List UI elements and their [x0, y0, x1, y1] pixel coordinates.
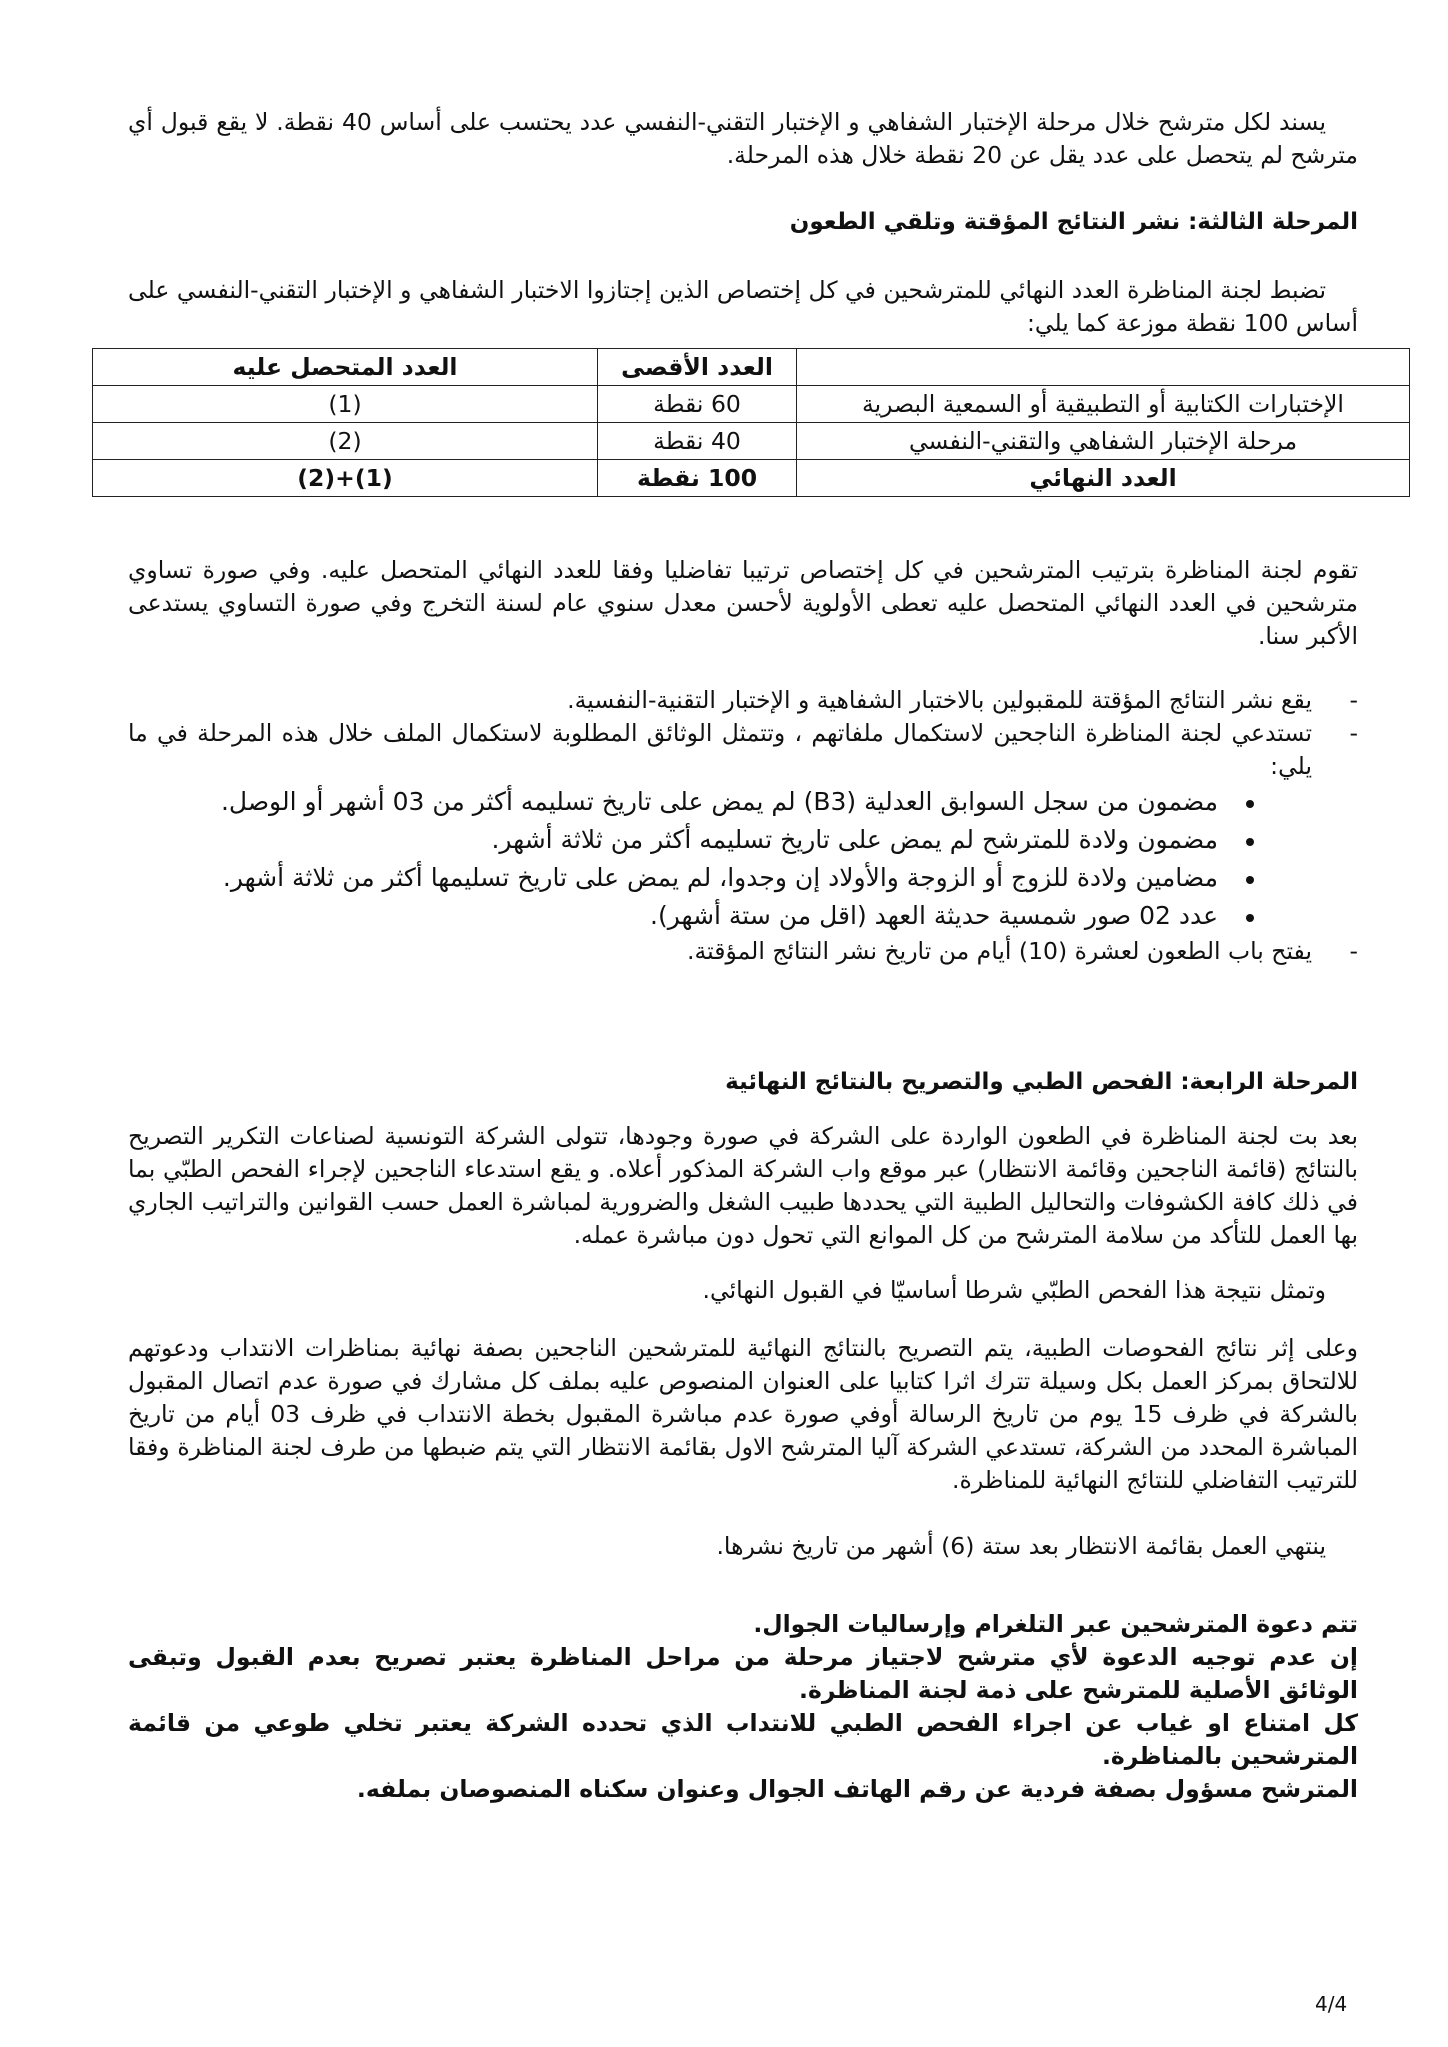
dash-marker: - [1349, 719, 1358, 747]
list-item-text: يقع نشر النتائج المؤقتة للمقبولين بالاختبار الشفاهية و الإختبار التقنية-النفسية. [567, 686, 1312, 714]
list-item [128, 859, 1358, 897]
stage4-p3-block [128, 1332, 1358, 1497]
bullet-icon [1246, 838, 1254, 846]
stage4-p4-block [128, 1530, 1358, 1563]
scores-table-block [38, 348, 1410, 497]
list-item [128, 935, 1358, 968]
stage4-paragraph-1: بعد بت لجنة المناظرة في الطعون الواردة على الشركة في صورة وجودها، تتولى الشركة التونسية لصناعات التكرير التصريح بالنتائج (قائمة الناجحين وقائمة الانتظار) عبر موقع واب الشركة المذكور أعلاه. و يقع استدعاء الناجحين لإجراء الفحص الطبّي بما في ذلك كافة الكشوفات والتحاليل الطبية التي يحددها طبيب الشغل والضرورية لمباشرة العمل حسب القوانين والتراتيب الجاري بها العمل للتأكد من سلامة المترشح من كل الموانع التي تحول دون مباشرة عمله. [128, 1122, 1358, 1249]
stage4-p2-block [128, 1274, 1358, 1307]
list-item-text: تستدعي لجنة المناظرة الناجحين لاستكمال ملفاتهم ، وتتمثل الوثائق المطلوبة لاستكمال الملف خلال هذه المرحلة في ما يلي: [128, 719, 1312, 780]
page-number: 4/4 [1315, 1992, 1348, 2016]
stage4-heading: المرحلة الرابعة: الفحص الطبي والتصريح بالنتائج النهائية [725, 1069, 1358, 1095]
table-total-label: العدد النهائي [797, 460, 1410, 497]
list-item [128, 783, 1358, 821]
stage3-dash-list-end [128, 935, 1358, 968]
table-header-cell: العدد المتحصل عليه [93, 349, 598, 386]
stage3-dash-list [128, 684, 1358, 783]
list-item-text: مضمون ولادة للمترشح لم يمض على تاريخ تسليمه أكثر من ثلاثة أشهر. [491, 825, 1218, 854]
table-row [93, 386, 1410, 423]
stage3-heading-block [128, 206, 1358, 239]
scores-table [92, 348, 1410, 497]
table-total-max: 100 نقطة [598, 460, 797, 497]
bullet-icon [1246, 800, 1254, 808]
bullet-icon [1246, 876, 1254, 884]
stage4-heading-block [128, 1066, 1358, 1099]
table-total-formula: (1)+(2) [93, 460, 598, 497]
list-item [128, 897, 1358, 935]
list-item-text: مضامين ولادة للزوج أو الزوجة والأولاد إن وجدوا، لم يمض على تاريخ تسليمها أكثر من ثلاثة أشهر. [222, 863, 1218, 892]
stage3-heading: المرحلة الثالثة: نشر النتائج المؤقتة وتلقي الطعون [789, 209, 1358, 235]
note-telegram: تتم دعوة المترشحين عبر التلغرام وإرساليات الجوال. [753, 1610, 1358, 1638]
bullet-icon [1246, 914, 1254, 922]
notes-block [128, 1608, 1358, 1806]
list-item [128, 684, 1358, 717]
list-item-text: عدد 02 صور شمسية حديثة العهد (اقل من ستة أشهر). [650, 901, 1218, 930]
note-responsibility: المترشح مسؤول بصفة فردية عن رقم الهاتف الجوال وعنوان سكناه المنصوصان بملفه. [356, 1775, 1358, 1803]
table-header-cell [797, 349, 1410, 386]
table-cell: مرحلة الإختبار الشفاهي والتقني-النفسي [797, 423, 1410, 460]
table-header-cell: العدد الأقصى [598, 349, 797, 386]
list-item-text: يفتح باب الطعون لعشرة (10) أيام من تاريخ نشر النتائج المؤقتة. [687, 937, 1312, 965]
intro-paragraph [128, 106, 1358, 172]
stage4-paragraph-2: وتمثل نتيجة هذا الفحص الطبّي شرطا أساسيّا في القبول النهائي. [702, 1276, 1326, 1304]
note-medical-absence: كل امتناع او غياب عن اجراء الفحص الطبي للانتداب الذي تحدده الشركة يعتبر تخلي طوعي من قائمة المترشحين بالمناظرة. [128, 1709, 1358, 1770]
table-cell: (1) [93, 386, 598, 423]
list-item [128, 717, 1358, 783]
table-cell: (2) [93, 423, 598, 460]
stage3-intro: تضبط لجنة المناظرة العدد النهائي للمترشحين في كل إختصاص الذين إجتازوا الاختبار الشفاهي و الإختبار التقني-النفسي على أساس 100 نقطة موزعة كما يلي: [128, 276, 1358, 337]
stage3-list-block [128, 684, 1358, 968]
note-invitation: إن عدم توجيه الدعوة لأي مترشح لاجتياز مرحلة من مراحل المناظرة يعتبر تصريح بعدم القبول وتبقى الوثائق الأصلية للمترشح على ذمة لجنة المناظرة. [128, 1643, 1358, 1704]
list-item-text: مضمون من سجل السوابق العدلية (B3) لم يمض على تاريخ تسليمه أكثر من 03 أشهر أو الوصل. [220, 787, 1218, 816]
table-cell: 40 نقطة [598, 423, 797, 460]
ranking-paragraph: تقوم لجنة المناظرة بترتيب المترشحين في كل إختصاص ترتيبا تفاضليا وفقا للعدد النهائي المتحصل عليه. وفي صورة تساوي مترشحين في العدد النهائي المتحصل عليه تعطى الأولوية لأحسن معدل سنوي عام لسنة التخرج وفي صورة التساوي يستدعى الأكبر سنا. [128, 556, 1358, 650]
stage4-paragraph-3: وعلى إثر نتائج الفحوصات الطبية، يتم التصريح بالنتائج النهائية للمترشحين الناجحين بصفة نهائية بمناظرات الانتداب ودعوتهم للالتحاق بمركز العمل بكل وسيلة تترك اثرا كتابيا على العنوان المنصوص عليه بملف كل مشارك في صورة عدم اتصال المقبول بالشركة في ظرف 15 يوم من تاريخ الرسالة أوفي صورة عدم مباشرة المقبول بخطة الانتداب في ظرف 03 أيام من تاريخ المباشرة المحدد من الشركة، تستدعي الشركة آليا المترشح الاول بقائمة الانتظار التي يتم ضبطها من طرف لجنة المناظرة وفقا للترتيب التفاضلي للنتائج النهائية للمناظرة. [128, 1334, 1359, 1494]
dash-marker: - [1349, 686, 1358, 714]
required-documents-list [128, 783, 1358, 935]
table-total-row [93, 460, 1410, 497]
table-row [93, 423, 1410, 460]
stage4-p1-block [128, 1120, 1358, 1252]
table-cell: 60 نقطة [598, 386, 797, 423]
table-header-row [93, 349, 1410, 386]
list-item [128, 821, 1358, 859]
dash-marker: - [1349, 937, 1358, 965]
stage4-paragraph-4: ينتهي العمل بقائمة الانتظار بعد ستة (6) أشهر من تاريخ نشرها. [716, 1532, 1326, 1560]
intro-text: يسند لكل مترشح خلال مرحلة الإختبار الشفاهي و الإختبار التقني-النفسي عدد يحتسب على أساس 40 نقطة. لا يقع قبول أي مترشح لم يتحصل على عدد يقل عن 20 نقطة خلال هذه المرحلة. [128, 108, 1358, 169]
table-cell: الإختبارات الكتابية أو التطبيقية أو السمعية البصرية [797, 386, 1410, 423]
ranking-paragraph-block [128, 554, 1358, 653]
stage3-intro-block [128, 274, 1358, 340]
